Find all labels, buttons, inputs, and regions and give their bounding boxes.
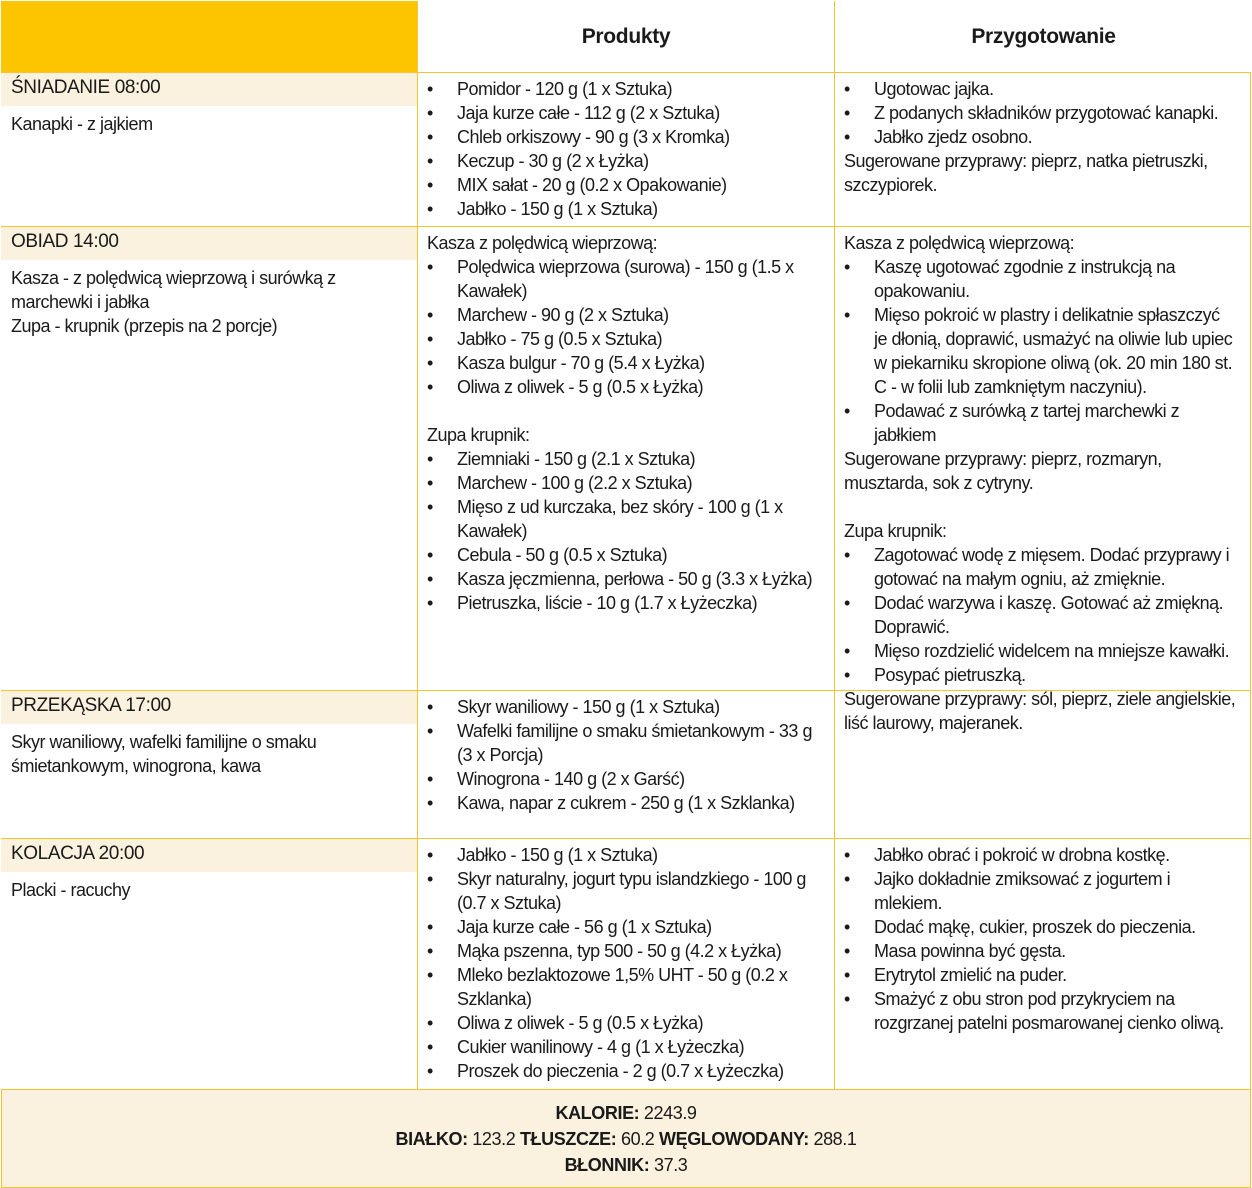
list-item: • Mięso z ud kurczaka, bez skóry - 100 g (1 x Kawałek) (427, 495, 826, 543)
meal-description-line: Kanapki - z jajkiem (11, 114, 153, 134)
meal-row (1, 72, 1251, 227)
suggested-spices: Sugerowane przyprawy: pieprz, rozmaryn, musztarda, sok z cytryny. (844, 449, 1162, 493)
header-preparation: Przygotowanie (834, 1, 1252, 72)
carb-value: 288.1 (813, 1129, 857, 1149)
meal-description (1, 106, 417, 136)
list-item: • Marchew - 100 g (2.2 x Sztuka) (427, 471, 826, 495)
list-item: • Keczup - 30 g (2 x Łyżka) (427, 149, 826, 173)
list-item: • Jaja kurze całe - 56 g (1 x Sztuka) (427, 915, 826, 939)
list-item: • Skyr waniliowy - 150 g (1 x Sztuka) (427, 695, 826, 719)
bullet-list (844, 543, 1236, 687)
products-cell (417, 227, 834, 691)
list-item: • Chleb orkiszowy - 90 g (3 x Kromka) (427, 125, 826, 149)
meal-title: ŚNIADANIE 08:00 (1, 73, 417, 106)
bullet-list (427, 255, 826, 399)
fat-value: 60.2 (620, 1129, 655, 1149)
list-item: • Ugotowac jajka. (844, 77, 1236, 101)
suggested-spices: Sugerowane przyprawy: sól, pieprz, ziele angielskie, liść laurowy, majeranek. (844, 689, 1236, 733)
bullet-list (427, 447, 826, 615)
fiber-label: BŁONNIK: (564, 1155, 650, 1175)
list-item: • Jabłko obrać i pokroić w drobna kostkę. (844, 843, 1236, 867)
list-item: • Z podanych składników przygotować kanapki. (844, 101, 1236, 125)
bullet-list (844, 843, 1236, 1035)
meal-description-line: Skyr waniliowy, wafelki familijne o smaku śmietankowym, winogrona, kawa (11, 732, 317, 776)
bullet-list (844, 255, 1236, 447)
meal-row (1, 838, 1251, 1090)
meal-description-line: Kasza - z polędwicą wieprzową i surówką z marchewki i jabłka (11, 268, 336, 312)
list-item: • Erytrytol zmielić na puder. (844, 963, 1236, 987)
list-item: • Jabłko - 75 g (0.5 x Sztuka) (427, 327, 826, 351)
kcal-value: 2243.9 (643, 1103, 697, 1123)
meal-info-cell (1, 227, 417, 691)
block-gap (844, 495, 1236, 519)
nutrition-summary (1, 1089, 1251, 1188)
list-item: • Kasza jęczmienna, perłowa - 50 g (3.3 x Łyżka) (427, 567, 826, 591)
block-gap (427, 399, 826, 423)
list-item: • Proszek do pieczenia - 2 g (0.7 x Łyżeczka) (427, 1059, 826, 1083)
preparation-cell (834, 839, 1251, 1090)
header-products: Produkty (417, 1, 834, 72)
section-heading: Zupa krupnik: (844, 521, 947, 541)
list-item: • Jajko dokładnie zmiksować z jogurtem i mlekiem. (844, 867, 1236, 915)
list-item: • Jaja kurze całe - 112 g (2 x Sztuka) (427, 101, 826, 125)
fat-label: TŁUSZCZE: (519, 1129, 617, 1149)
bullet-list (427, 695, 826, 815)
suggested-spices: Sugerowane przyprawy: pieprz, natka pietruszki, szczypiorek. (844, 151, 1208, 195)
list-item: • Kasza bulgur - 70 g (5.4 x Łyżka) (427, 351, 826, 375)
list-item: • Cebula - 50 g (0.5 x Sztuka) (427, 543, 826, 567)
list-item: • Jabłko zjedz osobno. (844, 125, 1236, 149)
bullet-list (427, 77, 826, 221)
products-cell (417, 73, 834, 227)
list-item: • Dodać mąkę, cukier, proszek do pieczenia. (844, 915, 1236, 939)
list-item: • MIX sałat - 20 g (0.2 x Opakowanie) (427, 173, 826, 197)
list-item: • Pomidor - 120 g (1 x Sztuka) (427, 77, 826, 101)
meal-info-cell (1, 691, 417, 839)
bullet-list (427, 843, 826, 1083)
list-item: • Mleko bezlaktozowe 1,5% UHT - 50 g (0.2 x Szklanka) (427, 963, 826, 1011)
list-item: • Podawać z surówką z tartej marchewki z jabłkiem (844, 399, 1236, 447)
list-item: • Ziemniaki - 150 g (2.1 x Sztuka) (427, 447, 826, 471)
meal-title: KOLACJA 20:00 (1, 839, 417, 872)
meal-info-cell (1, 73, 417, 227)
meal-description-line: Placki - racuchy (11, 880, 131, 900)
meal-title: OBIAD 14:00 (1, 227, 417, 260)
list-item: • Kaszę ugotować zgodnie z instrukcją na opakowaniu. (844, 255, 1236, 303)
fiber-value: 37.3 (653, 1155, 688, 1175)
meal-description (1, 260, 417, 338)
meal-row (1, 690, 1251, 839)
protein-label: BIAŁKO: (395, 1129, 468, 1149)
products-cell (417, 691, 834, 839)
preparation-cell (834, 691, 1251, 839)
preparation-cell (834, 227, 1251, 733)
bullet-list (844, 77, 1236, 149)
meal-description-line: Zupa - krupnik (przepis na 2 porcje) (11, 316, 278, 336)
preparation-cell (834, 73, 1251, 227)
products-cell (417, 839, 834, 1090)
list-item: • Skyr naturalny, jogurt typu islandzkiego - 100 g (0.7 x Sztuka) (427, 867, 826, 915)
list-item: • Kawa, napar z cukrem - 250 g (1 x Szklanka) (427, 791, 826, 815)
list-item: • Winogrona - 140 g (2 x Garść) (427, 767, 826, 791)
meal-info-cell (1, 839, 417, 1090)
list-item: • Oliwa z oliwek - 5 g (0.5 x Łyżka) (427, 375, 826, 399)
meal-title: PRZEKĄSKA 17:00 (1, 691, 417, 724)
list-item: • Smażyć z obu stron pod przykryciem na rozgrzanej patelni posmarowanej cienko oliwą. (844, 987, 1236, 1035)
list-item: • Cukier wanilinowy - 4 g (1 x Łyżeczka) (427, 1035, 826, 1059)
list-item: • Polędwica wieprzowa (surowa) - 150 g (1.5 x Kawałek) (427, 255, 826, 303)
meal-description (1, 872, 417, 902)
list-item: • Zagotować wodę z mięsem. Dodać przyprawy i gotować na małym ogniu, aż zmięknie. (844, 543, 1236, 591)
list-item: • Mięso pokroić w plastry i delikatnie spłaszczyć je dłonią, doprawić, usmażyć na oliwie lub upiec w piekarniku skropione oliwą (ok. 20 min 180 st. C - w folii lub zamkniętym naczyniu). (844, 303, 1236, 399)
list-item: • Oliwa z oliwek - 5 g (0.5 x Łyżka) (427, 1011, 826, 1035)
list-item: • Dodać warzywa i kaszę. Gotować aż zmiękną. Doprawić. (844, 591, 1236, 639)
list-item: • Masa powinna być gęsta. (844, 939, 1236, 963)
list-item: • Marchew - 90 g (2 x Sztuka) (427, 303, 826, 327)
section-heading: Kasza z polędwicą wieprzową: (844, 233, 1075, 253)
section-heading: Kasza z polędwicą wieprzową: (427, 233, 658, 253)
list-item: • Wafelki familijne o smaku śmietankowym - 33 g (3 x Porcja) (427, 719, 826, 767)
list-item: • Mięso rozdzielić widelcem na mniejsze kawałki. (844, 639, 1236, 663)
meal-description (1, 724, 417, 778)
list-item: • Pietruszka, liście - 10 g (1.7 x Łyżeczka) (427, 591, 826, 615)
kcal-label: KALORIE: (555, 1103, 640, 1123)
section-heading: Zupa krupnik: (427, 425, 530, 445)
header-corner (1, 1, 417, 72)
list-item: • Mąka pszenna, typ 500 - 50 g (4.2 x Łyżka) (427, 939, 826, 963)
list-item: • Jabłko - 150 g (1 x Sztuka) (427, 843, 826, 867)
protein-value: 123.2 (472, 1129, 516, 1149)
list-item: • Jabłko - 150 g (1 x Sztuka) (427, 197, 826, 221)
list-item: • Posypać pietruszką. (844, 663, 1236, 687)
carb-label: WĘGLOWODANY: (659, 1129, 809, 1149)
